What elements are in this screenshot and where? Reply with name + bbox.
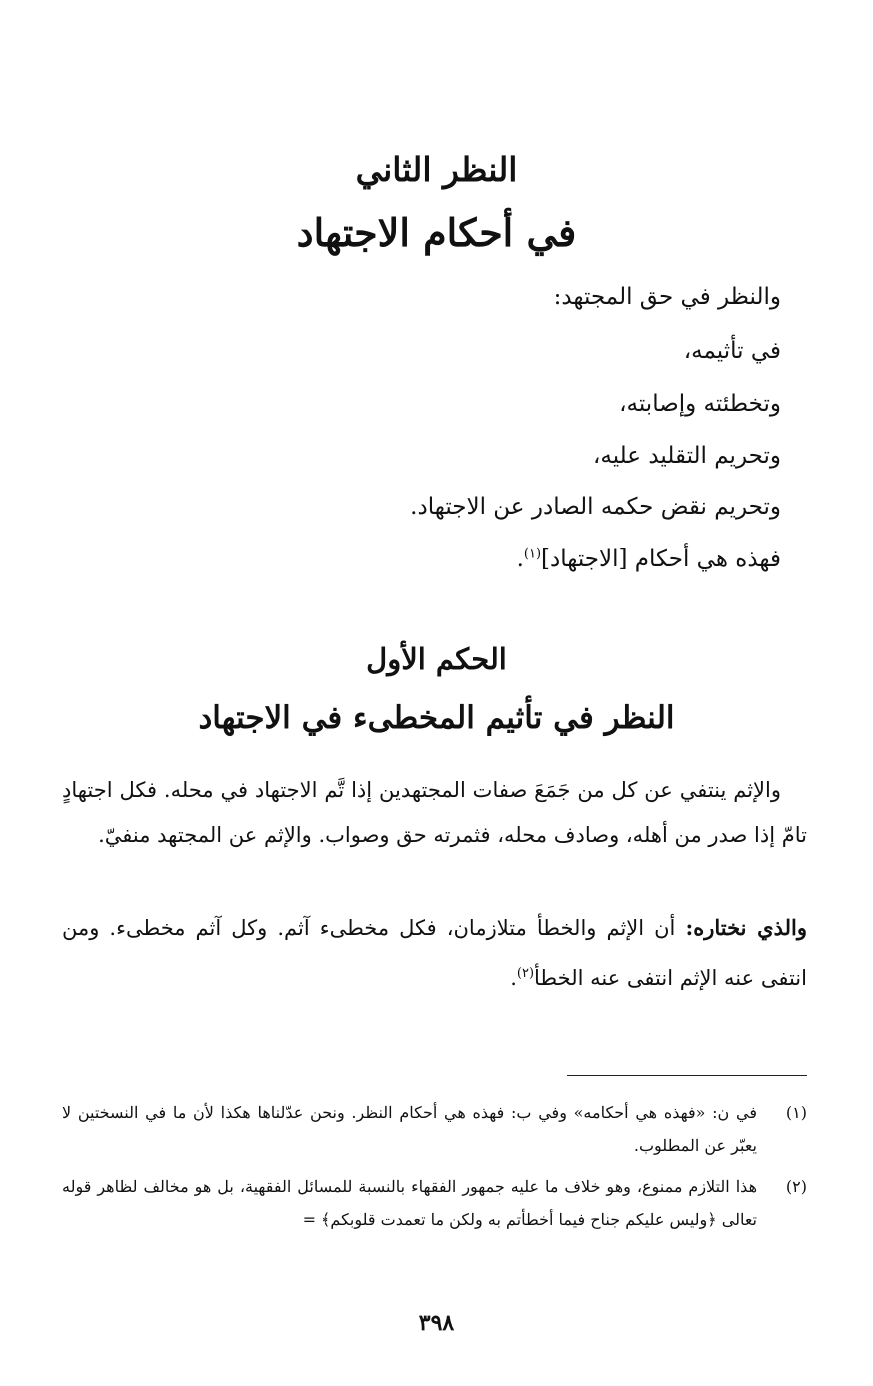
footnote-number: (٢) [785,1177,807,1196]
footnote [62,1096,807,1162]
intro-line-last [221,546,781,572]
footnote-ref: (١) [523,546,542,562]
body-paragraph [62,905,807,1001]
body-paragraph: والإثم ينتفي عن كل من جَمَعَ صفات المجتهدين إذا تَّم الاجتهاد في محله. فكل اجتهادٍ تامّ إذا صدر من أهله، وصادف محله، فثمرته حق وصواب. والإثم عن المجتهد منفيّ. [62,778,807,847]
paragraph-text: أن الإثم والخطأ متلازمان، فكل مخطىء آثم. وكل آثم مخطىء. ومن انتفى عنه الإثم انتفى عنه الخطأ [62,916,807,990]
intro-line-end: . [516,546,524,572]
footnote-number: (١) [785,1103,807,1122]
section-subtitle: في أحكام الاجتهاد [296,210,577,255]
ruling-subtitle: النظر في تأثيم المخطىء في الاجتهاد [198,700,675,736]
intro-line: وتحريم نقض حكمه الصادر عن الاجتهاد. [410,494,781,520]
footnote-ref: (٢) [516,966,535,981]
footnote [62,1170,807,1236]
intro-line: والنظر في حق المجتهد: [553,284,781,310]
footnote-text: هذا التلازم ممنوع، وهو خلاف ما عليه جمهور الفقهاء بالنسبة للمسائل الفقهية، بل هو مخالف لظاهر قوله تعالى ﴿وليس عليكم جناح فيما أخطأتم به ولكن ما تعمدت قلوبكم﴾ = [62,1177,757,1229]
page-number: ٣٩٨ [418,1310,455,1336]
intro-line: في تأثيمه، [683,338,781,364]
footnote-text: في ن: «فهذه هي أحكامه» وفي ب: فهذه هي أحكام النظر. ونحن عدّلناها هكذا لأن ما في النسختين لا يعبّر عن المطلوب. [62,1103,757,1155]
ruling-title: الحكم الأول [366,642,507,676]
intro-line: وتحريم التقليد عليه، [592,443,781,469]
footnote-divider [567,1075,807,1076]
intro-line: وتخطئته وإصابته، [619,391,781,417]
section-title: النظر الثاني [355,150,518,189]
intro-line-text: فهذه هي أحكام [الاجتهاد] [541,546,781,572]
paragraph-end: . [510,966,517,990]
paragraph-lead: والذي نختاره: [685,915,807,940]
